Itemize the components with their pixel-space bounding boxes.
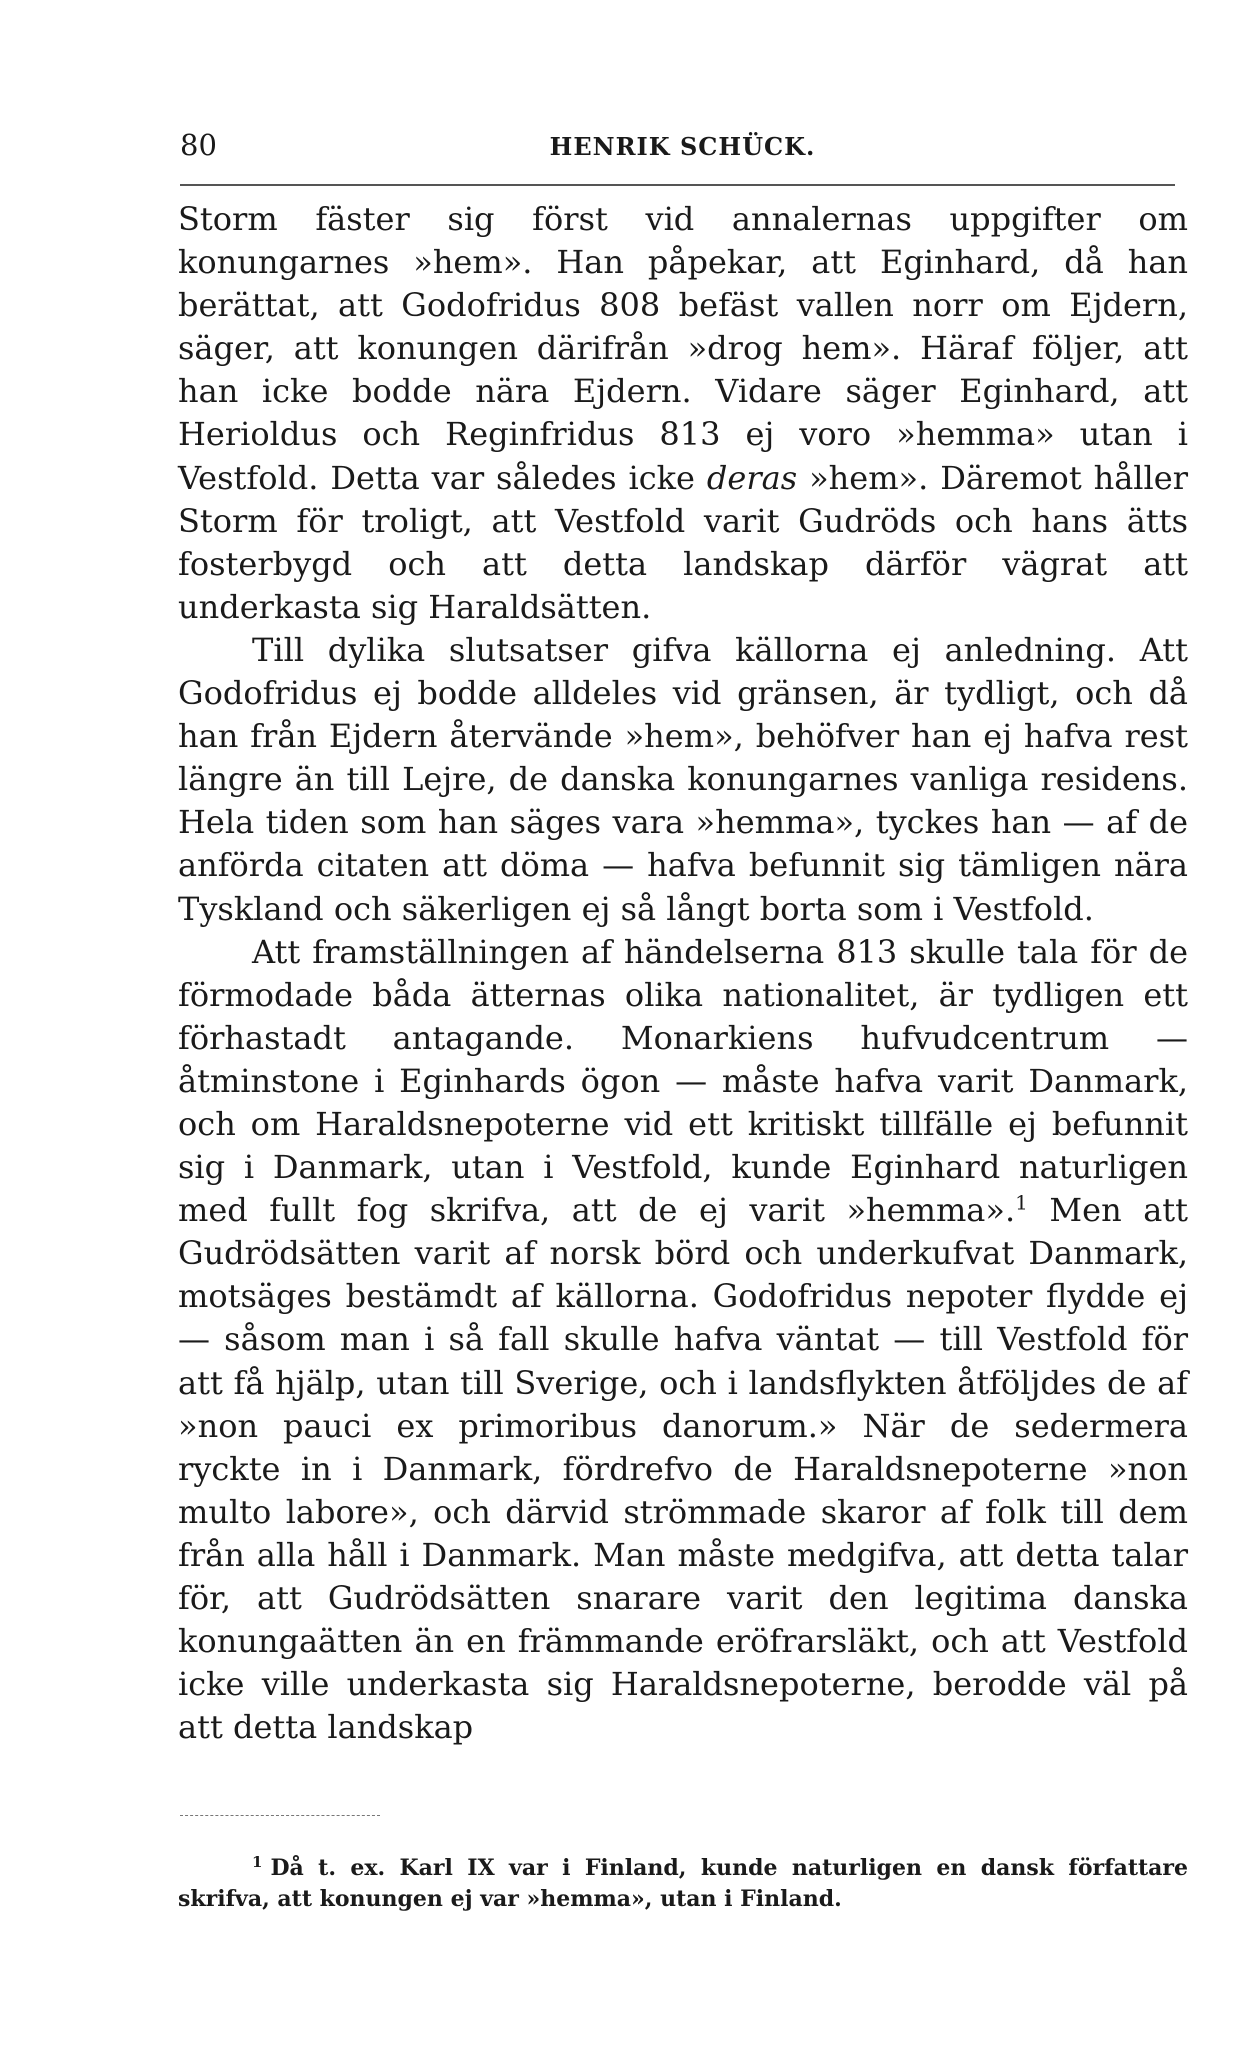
- body-text: [178, 198, 1188, 1749]
- text-segment: Storm fäster sig först vid annalernas uppgifter om konungarnes »hem». Han påpekar, att Eginhard, då han berättat, att Godofridus 808 befäst vallen norr om Ejdern, säger, att konungen därifrån »drog hem». Häraf följer, att han icke bodde nära Ejdern. Vidare säger Eginhard, att Herioldus och Reginfridus 813 ej voro »hemma» utan i Vestfold. Detta var således icke: [178, 200, 1188, 497]
- text-segment: Men att Gudrödsätten varit af norsk börd och underkufvat Danmark, motsäges bestämdt af källorna. Godofridus nepoter flydde ej — såsom man i så fall skulle hafva väntat — till Vestfold för att få hjälp, utan till Sverige, och i landsflykten åtföljdes de af »non pauci ex primoribus danorum.» När de sedermera ryckte in i Danmark, fördrefvo de Haraldsnepoterne »non multo labore», och därvid strömmade skaror af folk till dem från alla håll i Danmark. Man måste medgifva, att detta talar för, att Gudrödsätten snarare varit den legitima danska konungaätten än en främmande eröfrarsläkt, och att Vestfold icke ville underkasta sig Haraldsnepoterne, berodde väl på att detta landskap: [178, 1191, 1188, 1747]
- page-number: 80: [180, 128, 217, 162]
- footnote-mark: 1: [252, 1852, 263, 1871]
- footnote: [178, 1853, 1188, 1915]
- italic-text: deras: [706, 458, 798, 497]
- footnote-rule: [180, 1815, 380, 1816]
- running-head: [180, 128, 1185, 168]
- paragraph: [178, 629, 1188, 931]
- text-segment: Till dylika slutsatser gifva källorna ej anledning. Att Godofridus ej bodde alldeles vid gränsen, är tydligt, och då han från Ejdern återvände »hem», behöfver han ej hafva rest längre än till Lejre, de danska konungarnes vanliga residens. Hela tiden som han säges vara »hemma», tyckes han — af de anförda citaten att döma — hafva befunnit sig tämligen nära Tyskland och säkerligen ej så långt borta som i Vestfold.: [178, 630, 1188, 928]
- header-rule: [180, 184, 1175, 186]
- paragraph: [178, 931, 1188, 1750]
- paragraph: [178, 198, 1188, 629]
- footnote-text: Då t. ex. Karl IX var i Finland, kunde naturligen en dansk författare skrifva, att konungen ej var »hemma», utan i Finland.: [178, 1855, 1188, 1912]
- text-segment: Att framställningen af händelserna 813 skulle tala för de förmodade båda ätternas olika nationalitet, är tydligen ett förhastadt antagande. Monarkiens hufvudcentrum — åtminstone i Eginhards ögon — måste hafva varit Danmark, och om Haraldsnepoterne vid ett kritiskt tillfälle ej befunnit sig i Danmark, utan i Vestfold, kunde Eginhard naturligen med fullt fog skrifva, att de ej varit »hemma».: [178, 932, 1188, 1230]
- footnote-reference: 1: [1015, 1190, 1028, 1215]
- text-segment: »hem». Däremot håller Storm för troligt, att Vestfold varit Gudröds och hans ätts fosterbygd och att detta landskap därför vägrat att underkasta sig Haraldsätten.: [178, 458, 1188, 626]
- running-title: HENRIK SCHÜCK.: [549, 132, 816, 161]
